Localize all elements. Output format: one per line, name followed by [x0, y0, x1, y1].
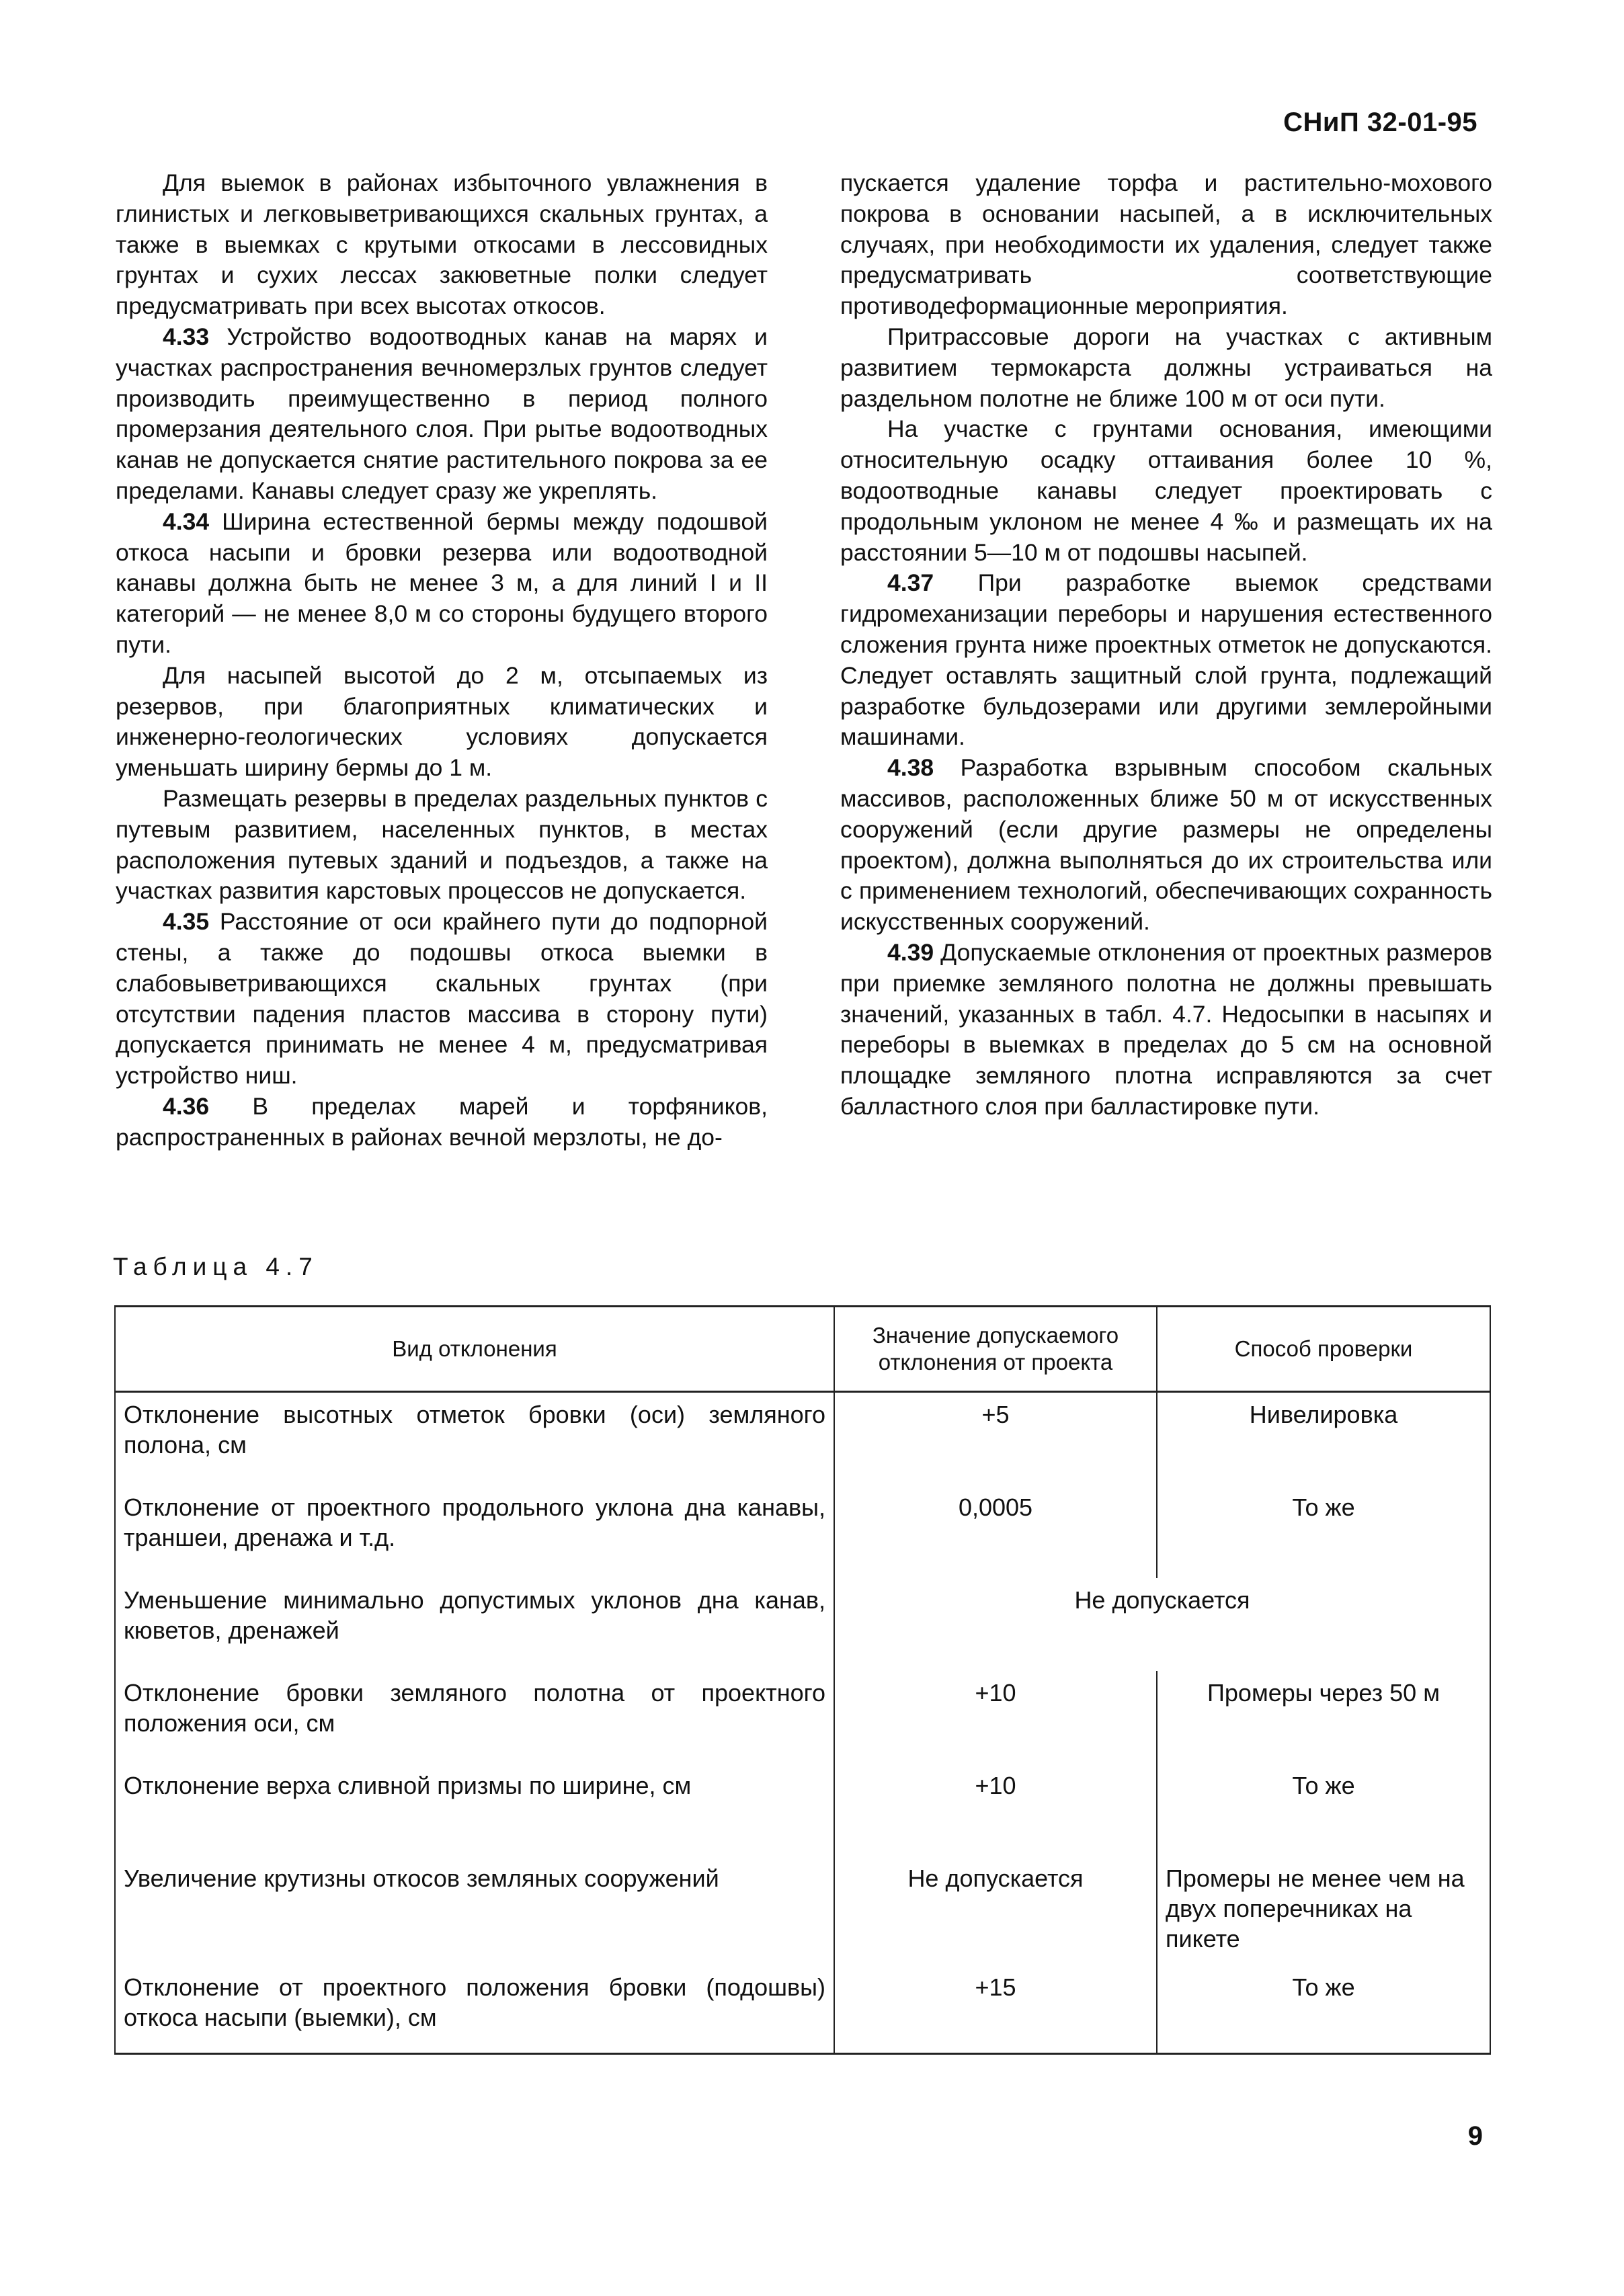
right-text-column — [840, 168, 1492, 1122]
header-allowed-value: Значение допускаемого отклонения от проекта — [834, 1307, 1157, 1392]
cell-allowed-value: 0,0005 — [834, 1485, 1157, 1578]
paragraph-4-33 — [116, 322, 768, 507]
paragraph-4-39 — [840, 938, 1492, 1122]
table-row — [115, 1578, 1490, 1671]
header-deviation-type: Вид отклонения — [115, 1307, 834, 1392]
deviation-table — [114, 1305, 1491, 2055]
table-row — [115, 1392, 1490, 1486]
paragraph-4-34 — [116, 507, 768, 661]
cell-deviation-type: Отклонение верха сливной призмы по ширине, см — [115, 1764, 834, 1856]
cell-deviation-type: Отклонение от проектного положения бровки (подошвы) откоса насыпи (выемки), см — [115, 1965, 834, 2054]
table-row — [115, 1764, 1490, 1856]
clause-number: 4.39 — [887, 938, 934, 966]
paragraph-4-38 — [840, 753, 1492, 938]
clause-number: 4.33 — [163, 323, 210, 350]
left-text-column — [116, 168, 768, 1153]
paragraph: На участке с грунтами основания, имеющими относительную осадку оттаивания более 10 %, водоотводные канавы следует проектировать с продольным уклоном не менее 4 ‰ и размещать их на расстоянии 5—10 м от подошвы насыпей. — [840, 415, 1492, 566]
cell-check-method: То же — [1157, 1764, 1490, 1856]
paragraph: Для выемок в районах избыточного увлажнения в глинистых и легковыветривающихся скальных грунтах, а также в выемках с крутыми откосами в лессовидных грунтах и сухих лессах закюветные полки следует предусматривать при всех высотах откосов. — [116, 169, 768, 320]
cell-check-method: То же — [1157, 1485, 1490, 1578]
paragraph-4-37 — [840, 568, 1492, 753]
table-caption: Таблица 4.7 — [113, 1253, 319, 1280]
cell-deviation-type: Отклонение высотных отметок бровки (оси) земляного полона, см — [115, 1392, 834, 1486]
cell-merged-value: Не допускается — [834, 1578, 1490, 1671]
paragraph: Для насыпей высотой до 2 м, отсыпаемых из резервов, при благоприятных климатических и инженерно-геологических условиях допускается уменьшать ширину бермы до 1 м. — [116, 661, 768, 782]
cell-allowed-value: Не допускается — [834, 1856, 1157, 1965]
cell-check-method: Промеры через 50 м — [1157, 1671, 1490, 1764]
page-number: 9 — [1467, 2121, 1483, 2151]
paragraph-text: При разработке выемок средствами гидромеханизации переборы и нарушения естественного сложения грунта ниже проектных отметок не допускаются. Следует оставлять защитный слой грунта, подлежащий разработке бульдозерами или другими землеройными машинами. — [840, 569, 1492, 751]
cell-check-method: То же — [1157, 1965, 1490, 2054]
cell-allowed-value: +10 — [834, 1671, 1157, 1764]
paragraph-text: В пределах марей и торфяников, распространенных в районах вечной мерзлоты, не до- — [116, 1092, 768, 1151]
table-row — [115, 1965, 1490, 2054]
cell-allowed-value: +5 — [834, 1392, 1157, 1486]
document-code: СНиП 32-01-95 — [1283, 108, 1477, 137]
table-row — [115, 1485, 1490, 1578]
cell-deviation-type: Отклонение бровки земляного полотна от проектного положения оси, см — [115, 1671, 834, 1764]
paragraph-4-36 — [116, 1092, 768, 1153]
paragraph-text: Ширина естественной бермы между подошвой откоса насыпи и бровки резерва или водоотводной канавы должна быть не менее 3 м, а для линий I и II категорий — не менее 8,0 м со стороны будущего второго пути. — [116, 507, 768, 658]
paragraph-4-35 — [116, 907, 768, 1092]
cell-deviation-type: Отклонение от проектного продольного уклона дна канавы, траншеи, дренажа и т.д. — [115, 1485, 834, 1578]
paragraph: Размещать резервы в пределах раздельных пунктов с путевым развитием, населенных пунктов, в местах расположения путевых зданий и подъездов, а также на участках развития карстовых процессов не допускается. — [116, 784, 768, 905]
paragraph-text: Устройство водоотводных канав на марях и участках распространения вечномерзлых грунтов следует производить преимущественно в период полного промерзания деятельного слоя. При рытье водоотводных канав не допускается снятие растительного покрова за ее пределами. Канавы следует сразу же укреплять. — [116, 323, 768, 504]
cell-deviation-type: Увеличение крутизны откосов земляных сооружений — [115, 1856, 834, 1965]
clause-number: 4.38 — [887, 754, 934, 782]
table-row — [115, 1671, 1490, 1764]
table-header-row — [115, 1307, 1490, 1392]
cell-deviation-type: Уменьшение минимально допустимых уклонов дна канав, кюветов, дренажей — [115, 1578, 834, 1671]
cell-check-method: Нивелировка — [1157, 1392, 1490, 1486]
clause-number: 4.37 — [887, 569, 934, 597]
clause-number: 4.34 — [163, 507, 210, 535]
table-row — [115, 1856, 1490, 1965]
cell-allowed-value: +15 — [834, 1965, 1157, 2054]
header-check-method: Способ проверки — [1157, 1307, 1490, 1392]
paragraph-text: Допускаемые отклонения от проектных размеров при приемке земляного полотна не должны превышать значений, указанных в табл. 4.7. Недосыпки в насыпях и переборы в выемках в пределах до 5 см на основной площадке земляного плотна исправляются за счет балластного слоя при балластировке пути. — [840, 938, 1492, 1120]
clause-number: 4.36 — [163, 1092, 210, 1120]
cell-allowed-value: +10 — [834, 1764, 1157, 1856]
paragraph-text: Расстояние от оси крайнего пути до подпорной стены, а также до подошвы откоса выемки в слабовыветривающихся скальных грунтах (при отсутствии падения пластов массива в сторону пути) допускается принимать не менее 4 м, предусматривая устройство ниш. — [116, 908, 768, 1090]
paragraph-text: Разработка взрывным способом скальных массивов, расположенных ближе 50 м от искусственных сооружений (если другие размеры не определены проектом), должна выполняться до их строительства или с применением технологий, обеспечивающих сохранность искусственных сооружений. — [840, 754, 1492, 936]
paragraph-continuation: пускается удаление торфа и растительно-мохового покрова в основании насыпей, а в исключительных случаях, при необходимости их удаления, следует также предусматривать соответствующие противодеформационные мероприятия. — [840, 169, 1492, 320]
clause-number: 4.35 — [163, 908, 210, 936]
cell-check-method: Промеры не менее чем на двух поперечниках на пикете — [1157, 1856, 1490, 1965]
paragraph: Притрассовые дороги на участках с активным развитием термокарста должны устраиваться на раздельном полотне не ближе 100 м от оси пути. — [840, 323, 1492, 412]
